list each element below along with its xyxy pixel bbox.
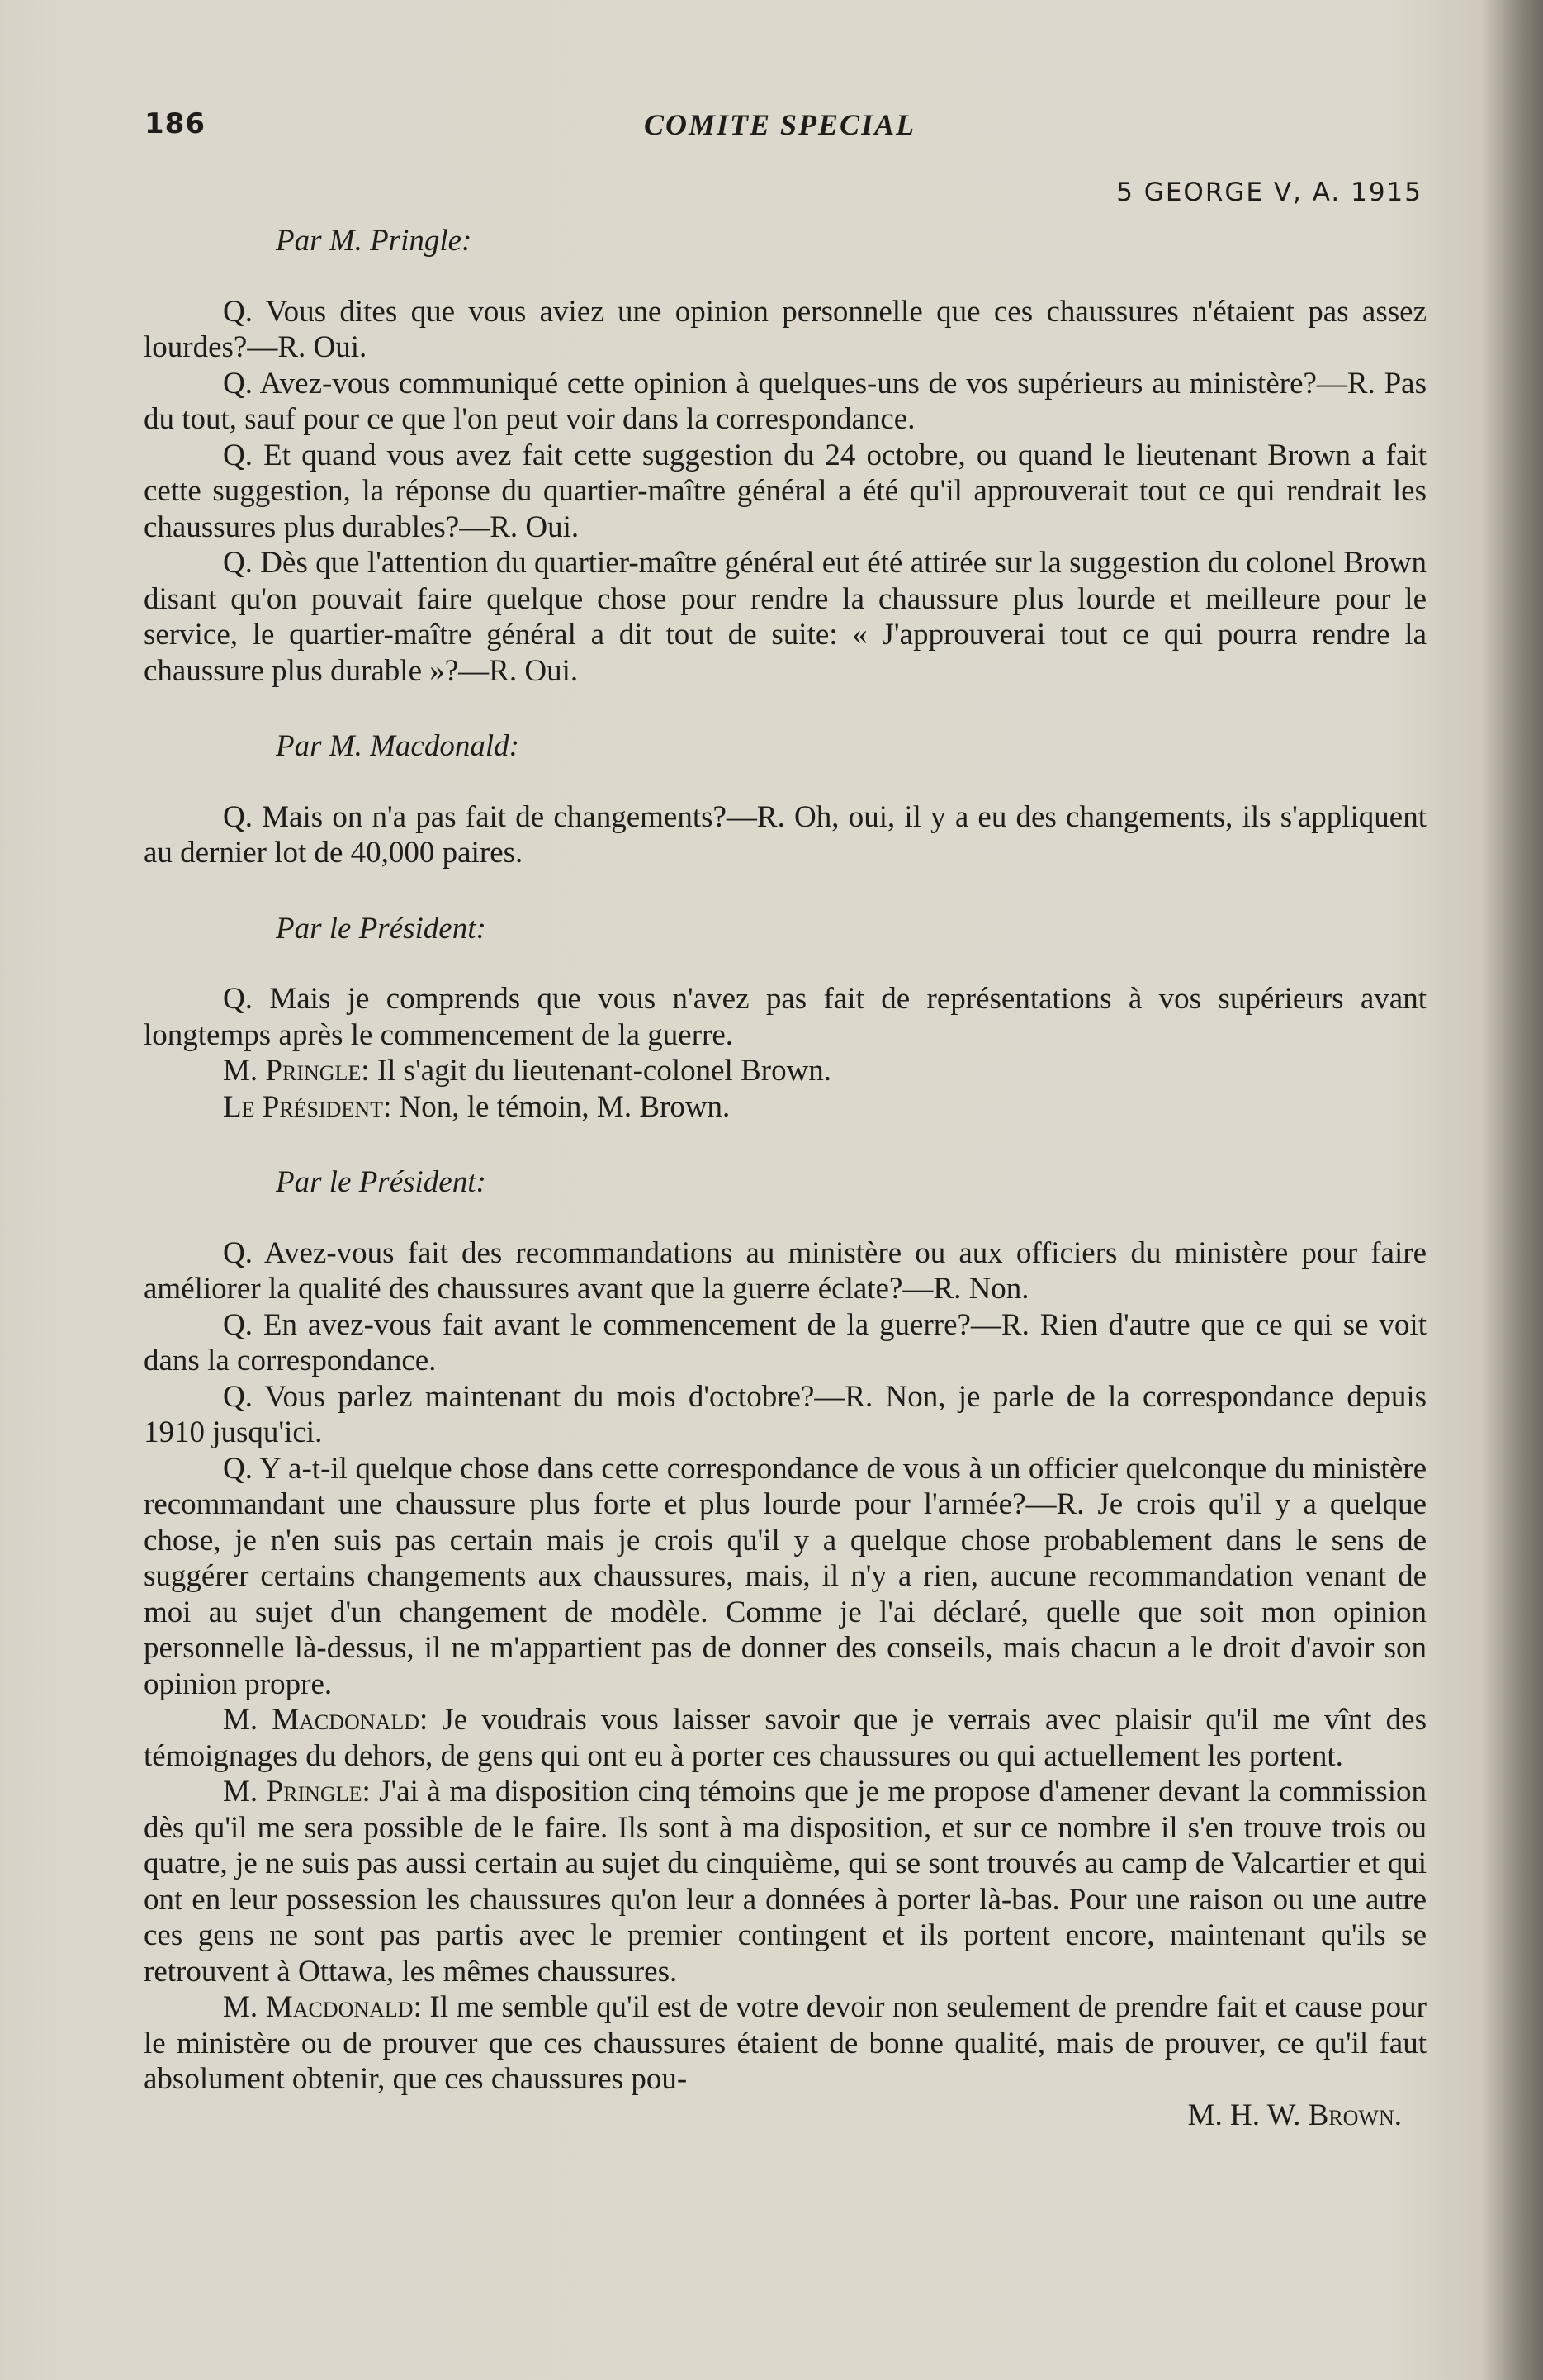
speech-text: Je voudrais vous laisser savoir que je verrais avec plaisir qu'il me vînt des témoignages du dehors, de gens qui ont eu à porter ces chaussures ou qui actuellement les portent. — [144, 1703, 1427, 1773]
paragraph: Q. Vous dites que vous aviez une opinion personnelle que ces chaussures n'étaient pas assez lourdes?—R. Oui. — [144, 294, 1427, 364]
paragraph: Q. Avez-vous communiqué cette opinion à quelques-uns de vos supérieurs au ministère?—R. Pas du tout, sauf pour ce que l'on peut voir dans la correspondance. — [144, 366, 1427, 436]
section-heading: Par M. Macdonald: — [276, 729, 519, 763]
speech: M. Macdonald: Il me semble qu'il est de votre devoir non seulement de prendre fait et cause pour le ministère ou de prouver que ces chaussures étaient de bonne qualité, mais de prouver, ce qu'il faut absolument obtenir, que ces chaussures pou- — [144, 1990, 1427, 2096]
paragraph: Q. Dès que l'attention du quartier-maître général eut été attirée sur la suggestion du colonel Brown disant qu'on pouvait faire quelque chose pour rendre la chaussure plus lourde et meilleure pour le service, le quartier-maître général a dit tout de suite: « J'approuverai tout ce qui pourra rendre la chaussure plus durable »?—R. Oui. — [144, 546, 1427, 688]
speaker: M. Macdonald — [223, 1703, 420, 1737]
speech: M. Pringle: J'ai à ma disposition cinq témoins que je me propose d'amener devant la commission dès qu'il me sera possible de le faire. Ils sont à ma disposition, et sur ce nombre il s'en trouve trois ou quatre, je ne suis pas aussi certain au sujet du cinquième, qui se sont trouvés au camp de Valcartier et qui ont en leur possession les chaussures qu'on leur a données à porter là-bas. Pour une raison ou une autre ces gens ne sont pas partis avec le premier contingent et ils portent encore, maintenant qu'ils se retrouvent à Ottawa, les mêmes chaussures. — [144, 1775, 1427, 1989]
speaker: M. Pringle — [223, 1775, 362, 1809]
section-heading: Par le Président: — [276, 1165, 486, 1199]
speech-text: J'ai à ma disposition cinq témoins que je me propose d'amener devant la commission dès qu'il me sera possible de le faire. Ils sont à ma disposition, et sur ce nombre il s'en trouve trois ou quatre, je ne suis pas aussi certain au sujet du cinquième, qui se sont trouvés au camp de Valcartier et qui ont en leur possession les chaussures qu'on leur a données à porter là-bas. Pour une raison ou une autre ces gens ne sont pas partis avec le premier contingent et ils portent encore, maintenant qu'ils se retrouvent à Ottawa, les mêmes chaussures. — [144, 1775, 1427, 1989]
speech: M. Pringle: Il s'agit du lieutenant-colonel Brown. — [223, 1054, 832, 1088]
speaker: Le Président — [223, 1089, 383, 1124]
speech: Le Président: Non, le témoin, M. Brown. — [223, 1089, 731, 1124]
speech-text: Il s'agit du lieutenant-colonel Brown. — [376, 1054, 832, 1088]
paragraph: Q. Mais je comprends que vous n'avez pas fait de représentations à vos supérieurs avant longtemps après le commencement de la guerre. — [144, 982, 1427, 1052]
speech: M. Macdonald: Je voudrais vous laisser savoir que je verrais avec plaisir qu'il me vînt des témoignages du dehors, de gens qui ont eu à porter ces chaussures ou qui actuellement les portent. — [144, 1703, 1427, 1773]
witness-footer: M. H. W. Brown. — [1187, 2098, 1402, 2132]
page-header — [0, 107, 1543, 157]
section-heading: Par M. Pringle: — [276, 224, 472, 258]
paragraph: Q. En avez-vous fait avant le commencement de la guerre?—R. Rien d'autre que ce qui se voit dans la correspondance. — [144, 1307, 1427, 1377]
paragraph: Q. Vous parlez maintenant du mois d'octobre?—R. Non, je parle de la correspondance depuis 1910 jusqu'ici. — [144, 1379, 1427, 1449]
paragraph: Q. Y a-t-il quelque chose dans cette correspondance de vous à un officier quelconque du ministère recommandant une chaussure plus forte et plus lourde pour l'armée?—R. Je crois qu'il y a quelque chose, je n'en suis pas certain mais je crois qu'il y a quelque chose probablement dans le sens de suggérer certains changements aux chaussures, mais, il n'y a rien, aucune recommandation venant de moi au sujet d'un changement de modèle. Comme je l'ai déclaré, quelle que soit mon opinion personnelle là-dessus, il ne m'appartient pas de donner des conseils, mais chacun a le droit d'avoir son opinion propre. — [144, 1451, 1427, 1701]
page-number: 186 — [144, 107, 206, 140]
paragraph: Q. Mais on n'a pas fait de changements?—R. Oh, oui, il y a eu des changements, ils s'appliquent au dernier lot de 40,000 paires. — [144, 799, 1427, 870]
speech-text: Il me semble qu'il est de votre devoir non seulement de prendre fait et cause pour le ministère ou de prouver que ces chaussures étaient de bonne qualité, mais de prouver, ce qu'il faut absolument obtenir, que ces chaussures pou- — [144, 1990, 1427, 2096]
speech-text: Non, le témoin, M. Brown. — [399, 1089, 731, 1124]
paragraph: Q. Avez-vous fait des recommandations au ministère ou aux officiers du ministère pour faire améliorer la qualité des chaussures avant que la guerre éclate?—R. Non. — [144, 1235, 1427, 1306]
speaker: M. Pringle — [223, 1054, 362, 1088]
session-line: 5 GEORGE V, A. 1915 — [1116, 178, 1422, 207]
document-body — [144, 223, 1427, 2133]
section-heading: Par le Président: — [276, 911, 486, 946]
paragraph: Q. Et quand vous avez fait cette suggestion du 24 octobre, ou quand le lieutenant Brown a fait cette suggestion, la réponse du quartier-maître général a été qu'il approuverait tout ce qui rendrait les chaussures plus durables?—R. Oui. — [144, 438, 1427, 544]
running-title: COMITE SPECIAL — [644, 108, 916, 141]
speaker: M. Macdonald — [223, 1990, 414, 2024]
